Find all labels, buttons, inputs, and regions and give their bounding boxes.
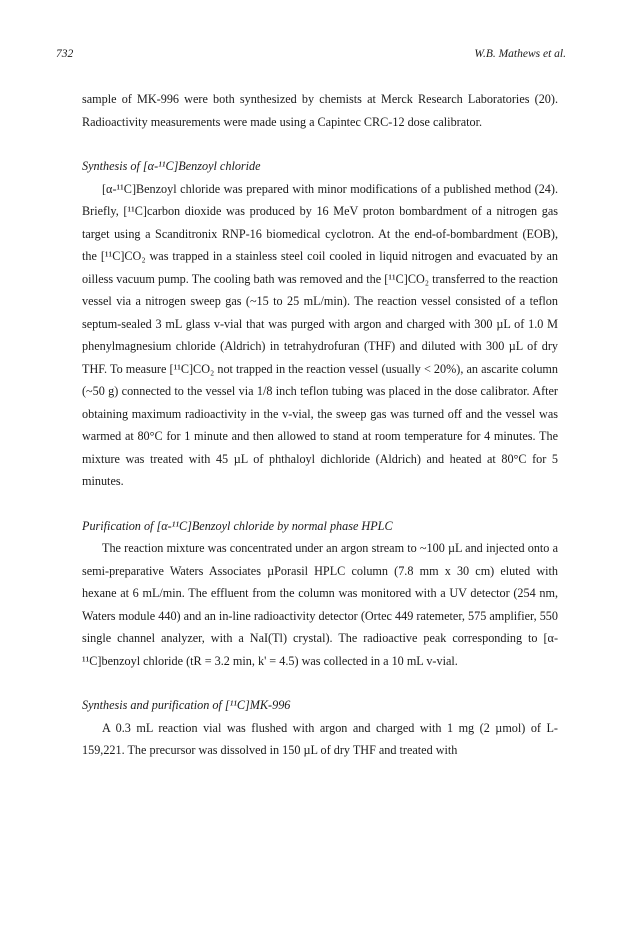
running-head-authors: W.B. Mathews et al. — [474, 48, 566, 60]
section-heading-mk996-synthesis: Synthesis and purification of [¹¹C]MK-996 — [82, 698, 291, 712]
intro-paragraph: sample of MK-996 were both synthesized by chemists at Merck Research Laboratories (20). Radioactivity measurements were made using a Capintec CRC-12 dose calibrator. — [82, 92, 558, 129]
running-header — [56, 48, 566, 66]
page-number: 732 — [56, 48, 74, 60]
section-paragraph-hplc-purification: The reaction mixture was concentrated under an argon stream to ~100 µL and injected onto a semi-preparative Waters Associates µPorasil HPLC column (7.8 mm x 30 cm) eluted with hexane at 6 mL/min. The effluent from the column was monitored with a UV detector (254 nm, Waters module 440) and an in-line radioactivity detector (Ortec 449 ratemeter, 575 amplifier, 550 single channel analyzer, with a NaI(Tl) crystal). The radioactive peak corresponding to [α-¹¹C]benzoyl chloride (tR = 3.2 min, k' = 4.5) was collected in a 10 mL v-vial. — [82, 541, 558, 668]
section-heading-hplc-purification: Purification of [α-¹¹C]Benzoyl chloride by normal phase HPLC — [82, 518, 393, 533]
section-paragraph-benzoyl-synthesis: [α-¹¹C]Benzoyl chloride was prepared with minor modifications of a published method (24). Briefly, [¹¹C]carbon dioxide was produced by 16 MeV proton bombardment of a nitrogen gas target using a Scanditronix RNP-16 biomedical cyclotron. At the end-of-bombardment (EOB), the [¹¹C]CO₂ was trapped in a stainless steel coil cooled in liquid nitrogen and evacuated by an oilless vacuum pump. The cooling bath was removed and the [¹¹C]CO₂ transferred to the reaction vessel via a nitrogen sweep gas (~15 to 25 mL/min). The reaction vessel consisted of a teflon septum-sealed 3 mL glass v-vial that was purged with argon and charged with 300 µL of 1.0 M phenylmagnesium chloride (Aldrich) in tetrahydrofuran (THF) and diluted with 300 µL of dry THF. To measure [¹¹C]CO₂ not trapped in the reaction vessel (usually < 20%), an ascarite column (~50 g) connected to the vessel via 1/8 inch teflon tubing was placed in the dose calibrator. After obtaining maximum radioactivity in the v-vial, the sweep gas was turned off and the vessel was warmed at 80°C for 1 minute and then allowed to stand at room temperature for 4 minutes. The mixture was treated with 45 µL of phthaloyl dichloride (Aldrich) and heated at 80°C for 5 minutes. — [82, 181, 558, 488]
section-paragraph-mk996-synthesis: A 0.3 mL reaction vial was flushed with argon and charged with 1 mg (2 µmol) of L-159,221. The precursor was dissolved in 150 µL of dry THF and treated with — [82, 720, 558, 757]
section-heading-benzoyl-synthesis: Synthesis of [α-¹¹C]Benzoyl chloride — [82, 159, 261, 173]
page-body — [82, 88, 558, 762]
